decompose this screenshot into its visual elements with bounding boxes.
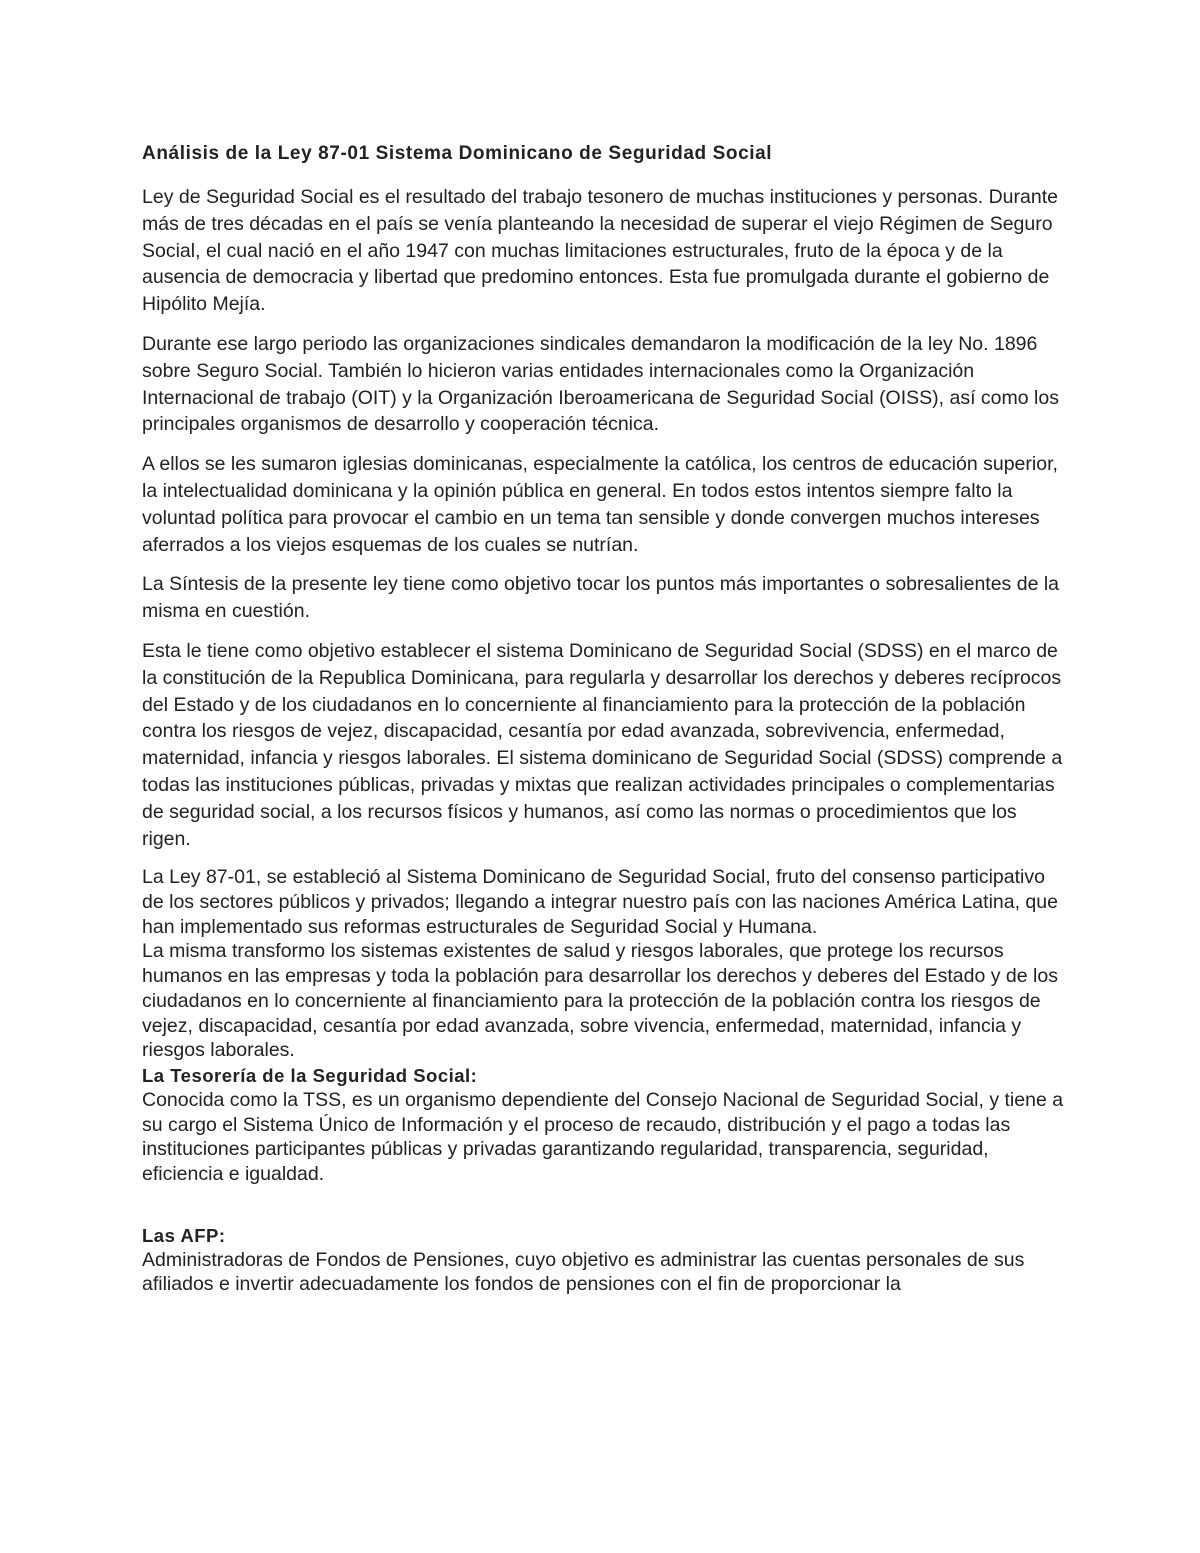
- paragraph-law-87-01: La Ley 87-01, se estableció al Sistema Dominicano de Seguridad Social, fruto del consenso participativo de los sectores públicos y privados; llegando a integrar nuestro país con las naciones América Latina, que han implementado sus reformas estructurales de Seguridad Social y Humana.: [142, 866, 1058, 938]
- section-spacer: [142, 1187, 1067, 1223]
- afp-paragraph: Administradoras de Fondos de Pensiones, cuyo objetivo es administrar las cuentas personales de sus afiliados e invertir adecuadamente los fondos de pensiones con el fin de proporcionar la: [142, 1248, 1025, 1296]
- tss-heading: La Tesorería de la Seguridad Social:: [142, 1064, 478, 1086]
- paragraph-synthesis: La Síntesis de la presente ley tiene como objetivo tocar los puntos más importantes o sobresalientes de la misma en cuestión.: [142, 573, 1060, 623]
- afp-heading: Las AFP:: [142, 1224, 226, 1246]
- paragraph-support: A ellos se les sumaron iglesias dominicanas, especialmente la católica, los centros de educación superior, la intelectualidad dominicana y la opinión pública en general. En todos estos intentos siempre falto la voluntad política para provocar el cambio en un tema tan sensible y donde convergen muchos intereses aferrados a los viejos esquemas de los cuales se nutrían.: [142, 453, 1058, 556]
- document-title: Análisis de la Ley 87-01 Sistema Dominicano de Seguridad Social: [142, 143, 773, 164]
- document-page: [142, 140, 1067, 1297]
- paragraph-intro: Ley de Seguridad Social es el resultado del trabajo tesonero de muchas instituciones y personas. Durante más de tres décadas en el país se venía planteando la necesidad de superar el viejo Régimen de Seguro Social, el cual nació en el año 1947 con muchas limitaciones estructurales, fruto de la época y de la ausencia de democracia y libertad que predomino entonces. Esta fue promulgada durante el gobierno de Hipólito Mejía.: [142, 186, 1058, 316]
- tss-paragraph: Conocida como la TSS, es un organismo dependiente del Consejo Nacional de Seguridad Social, y tiene a su cargo el Sistema Único de Información y el proceso de recaudo, distribución y el pago a todas las instituciones participantes públicas y privadas garantizando regularidad, transparencia, seguridad, eficiencia e igualdad.: [142, 1088, 1064, 1186]
- paragraph-history: Durante ese largo periodo las organizaciones sindicales demandaron la modificación de la ley No. 1896 sobre Seguro Social. También lo hicieron varias entidades internacionales como la Organización Internacional de trabajo (OIT) y la Organización Iberoamericana de Seguridad Social (OISS), así como los principales organismos de desarrollo y cooperación técnica.: [142, 332, 1059, 436]
- paragraph-transformation: La misma transformo los sistemas existentes de salud y riesgos laborales, que protege los recursos humanos en las empresas y toda la población para desarrollar los derechos y deberes del Estado y de los ciudadanos en lo concerniente al financiamiento para la protección de la población contra los riesgos de vejez, discapacidad, cesantía por edad avanzada, sobre vivencia, enfermedad, maternidad, infancia y riesgos laborales.: [142, 940, 1058, 1062]
- paragraph-objective: Esta le tiene como objetivo establecer el sistema Dominicano de Seguridad Social (SDSS) en el marco de la constitución de la Republica Dominicana, para regularla y desarrollar los derechos y deberes recíprocos del Estado y de los ciudadanos en lo concerniente al financiamiento para la protección de la población contra los riesgos de vejez, discapacidad, cesantía por edad avanzada, sobrevivencia, enfermedad, maternidad, infancia y riesgos laborales. El sistema dominicano de Seguridad Social (SDSS) comprende a todas las instituciones públicas, privadas y mixtas que realizan actividades principales o complementarias de seguridad social, a los recursos físicos y humanos, así como las normas o procedimientos que los rigen.: [142, 639, 1063, 850]
